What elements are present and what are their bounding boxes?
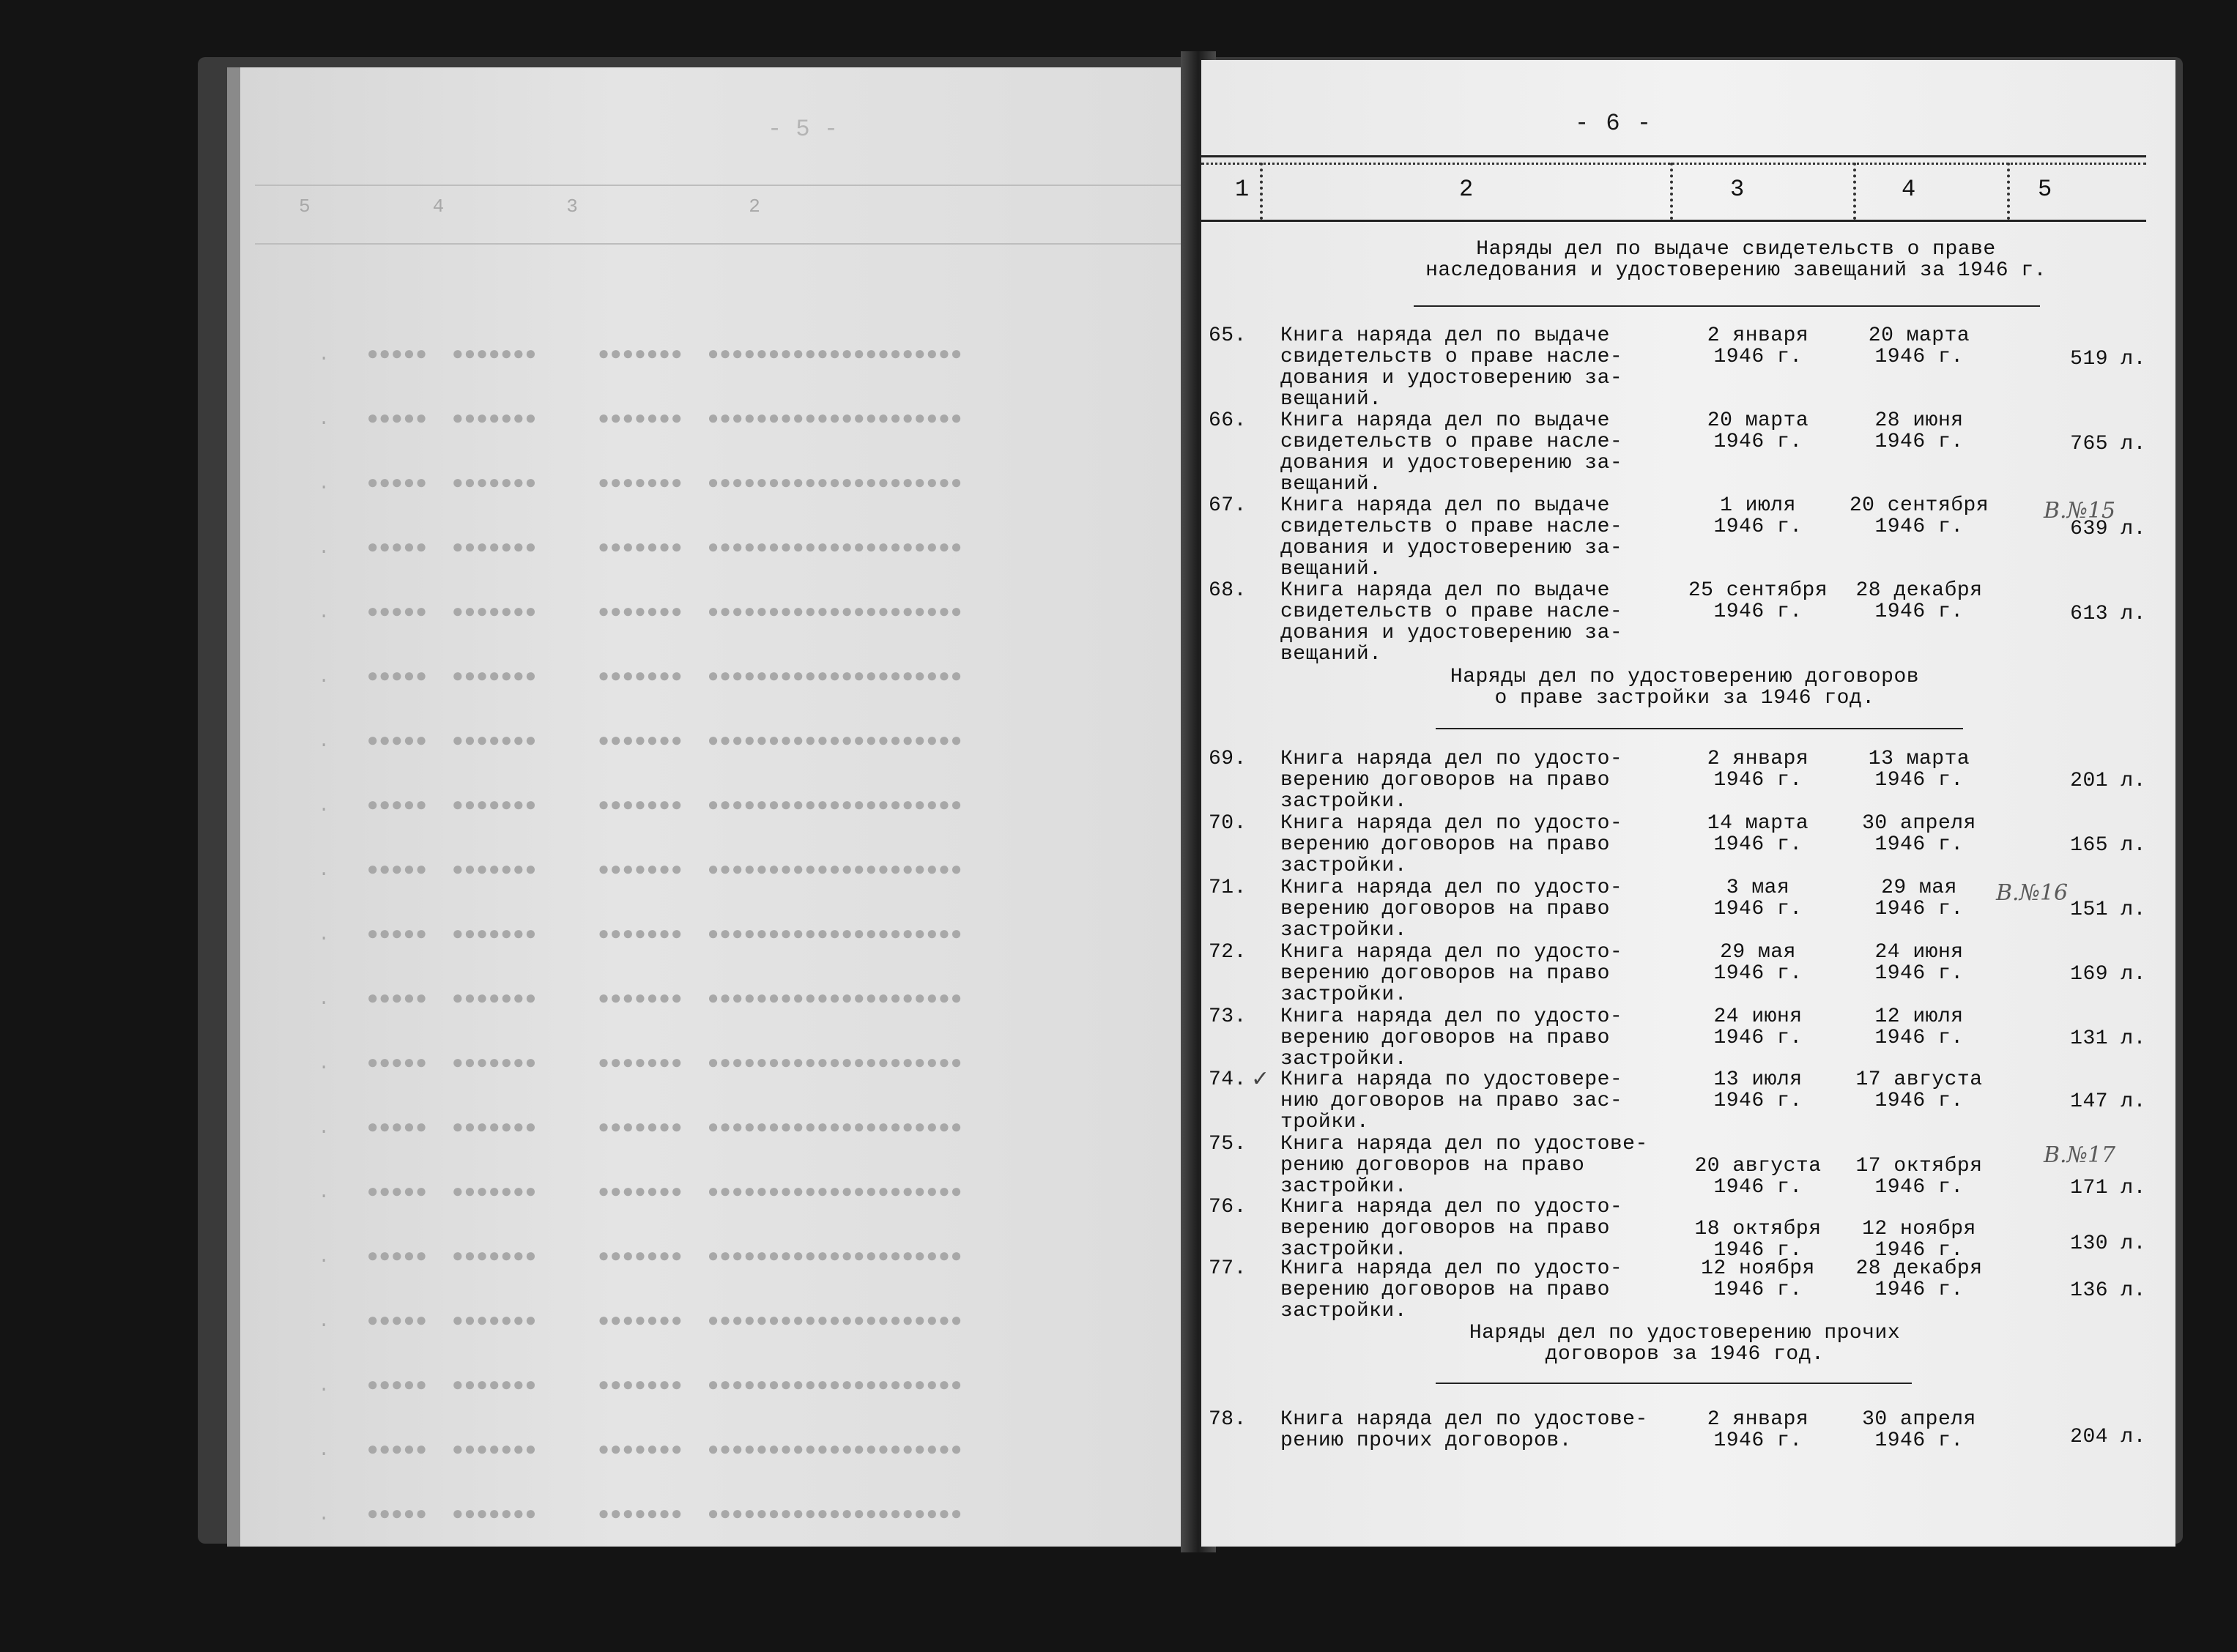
row-end-date: 12 июля 1946 г. (1874, 1005, 1964, 1049)
row-title: Книга наряда дел по удосто- верению договоров на право застройки. (1280, 1257, 1623, 1322)
row-number: 77. (1209, 1257, 1247, 1280)
row-end-date: 30 апреля 1946 г. (1862, 1408, 1976, 1452)
row-title: Книга наряда по удостовере- нию договоров на право зас- тройки. (1280, 1068, 1623, 1134)
row-end-date: 28 декабря 1946 г. (1855, 1257, 1983, 1301)
section-rule (1436, 1383, 1912, 1384)
row-number: 69. (1209, 748, 1247, 770)
handwritten-note: В.№17 (2044, 1142, 2116, 1168)
right-page (1201, 60, 2175, 1547)
row-end-date: 13 марта 1946 г. (1868, 748, 1970, 792)
row-start-date: 3 мая 1946 г. (1713, 877, 1803, 920)
row-title: Книга наряда дел по удостове- рению договоров на право застройки. (1280, 1133, 1648, 1198)
row-number: 73. (1209, 1005, 1247, 1028)
header-bottom-rule (1201, 220, 2146, 222)
row-page-count: 130 л. (2070, 1232, 2146, 1255)
column-separator (1853, 163, 1856, 220)
row-title: Книга наряда дел по выдаче свидетельств о праве насле- дования и удостоверению за- вещаний. (1280, 494, 1623, 581)
row-end-date: 20 марта 1946 г. (1868, 324, 1970, 368)
column-header-5: 5 (2038, 176, 2052, 203)
handwritten-note: В.№16 (1996, 880, 2069, 906)
row-page-count: 171 л. (2070, 1177, 2146, 1199)
row-title: Книга наряда дел по удосто- верению договоров на право застройки. (1280, 1196, 1623, 1261)
row-end-date: 17 октября 1946 г. (1855, 1155, 1983, 1199)
row-page-count: 765 л. (2070, 433, 2146, 455)
row-number: 72. (1209, 941, 1247, 964)
section-rule (1436, 728, 1963, 729)
column-separator (1670, 163, 1673, 220)
column-header-1: 1 (1235, 176, 1250, 203)
row-number: 75. (1209, 1133, 1247, 1156)
section-heading: Наряды дел по удостоверению прочих договоров за 1946 год. (1469, 1322, 1901, 1366)
row-page-count: 147 л. (2070, 1090, 2146, 1113)
column-separator (1260, 163, 1263, 220)
row-title: Книга наряда дел по удосто- верению договоров на право застройки. (1280, 877, 1623, 942)
section-heading: Наряды дел по выдаче свидетельств о праве наследования и удостоверению завещаний за 1946 г. (1425, 238, 2047, 282)
row-end-date: 17 августа 1946 г. (1855, 1068, 1983, 1112)
row-start-date: 13 июля 1946 г. (1713, 1068, 1803, 1112)
row-page-count: 613 л. (2070, 603, 2146, 625)
row-number: 68. (1209, 579, 1247, 602)
header-top-rule (1201, 155, 2146, 157)
page-number: - 6 - (1575, 110, 1653, 137)
section-heading: Наряды дел по удостоверению договоров о праве застройки за 1946 год. (1450, 666, 1920, 710)
row-start-date: 20 августа 1946 г. (1694, 1155, 1822, 1199)
row-start-date: 14 марта 1946 г. (1707, 812, 1809, 856)
left-page-faint-rule (255, 185, 1200, 186)
row-start-date: 1 июля 1946 г. (1713, 494, 1803, 538)
row-end-date: 20 сентября 1946 г. (1849, 494, 1989, 538)
left-page-faint-rule (255, 243, 1200, 245)
row-start-date: 2 января 1946 г. (1707, 324, 1809, 368)
column-separator (2007, 163, 2010, 220)
row-number: 66. (1209, 409, 1247, 432)
column-header-3: 3 (1730, 176, 1745, 203)
left-page-faint-text: . ●●●●● ●●●●●●● ●●●●●●● ●●●●●●●●●●●●●●●●●●●●● . ●●●●● ●●●●●●● ●●●●●●● ●●●●●●●●●●●●●●●●●●●●● . ●●●●● ●●●●●●● ●●●●●●● ●●●●●●●●●●●●●●●●●●●●● . ●●●●● ●●●●●●● ●●●●●●● ●●●●●●●●●●●●●●●●●●●●● . ●●●●● ●●●●●●● ●●●●●●● ●●●●●●●●●●●●●●●●●●●●● . ●●●●● ●●●●●●● ●●●●●●● ●●●●●●●●●●●●●●●●●●●●● . ●●●●● ●●●●●●● ●●●●●●● ●●●●●●●●●●●●●●●●●●●●● . ●●●●● ●●●●●●● ●●●●●●● ●●●●●●●●●●●●●●●●●●●●● . ●●●●● ●●●●●●● ●●●●●●● ●●●●●●●●●●●●●●●●●●●●● . ●●●●● ●●●●●●● ●●●●●●● ●●●●●●●●●●●●●●●●●●●●● . ●●●●● ●●●●●●● ●●●●●●● ●●●●●●●●●●●●●●●●●●●●● . ●●●●● ●●●●●●● ●●●●●●● ●●●●●●●●●●●●●●●●●●●●● . ●●●●● ●●●●●●● ●●●●●●● ●●●●●●●●●●●●●●●●●●●●● . ●●●●● ●●●●●●● ●●●●●●● ●●●●●●●●●●●●●●●●●●●●● . ●●●●● ●●●●●●● ●●●●●●● ●●●●●●●●●●●●●●●●●●●●● . ●●●●● ●●●●●●● ●●●●●●● ●●●●●●●●●●●●●●●●●●●●● . ●●●●● ●●●●●●● ●●●●●●● ●●●●●●●●●●●●●●●●●●●●● . ●●●●● ●●●●●●● ●●●●●●● ●●●●●●●●●●●●●●●●●●●●● . ●●●●● ●●●●●●● ●●●●●●● ●●●●●●●●●●●●●●●●●●●●● (318, 343, 963, 1525)
row-start-date: 25 сентября 1946 г. (1688, 579, 1828, 623)
row-number: 70. (1209, 812, 1247, 835)
row-number: 76. (1209, 1196, 1247, 1218)
row-title: Книга наряда дел по удосто- верению договоров на право застройки. (1280, 941, 1623, 1006)
row-title: Книга наряда дел по выдаче свидетельств о праве насле- дования и удостоверению за- вещаний. (1280, 409, 1623, 496)
row-title: Книга наряда дел по выдаче свидетельств о праве насле- дования и удостоверению за- вещаний. (1280, 579, 1623, 666)
row-title: Книга наряда дел по удосто- верению договоров на право застройки. (1280, 1005, 1623, 1071)
section-rule (1414, 305, 2040, 307)
left-page-faint-header: 5 4 3 2 (299, 196, 761, 217)
row-title: Книга наряда дел по удосто- верению договоров на право застройки. (1280, 812, 1623, 877)
row-start-date: 18 октября 1946 г. (1694, 1218, 1822, 1262)
header-top-dotted-rule (1201, 163, 2146, 165)
row-title: Книга наряда дел по удосто- верению договоров на право застройки. (1280, 748, 1623, 813)
row-end-date: 30 апреля 1946 г. (1862, 812, 1976, 856)
row-start-date: 24 июня 1946 г. (1713, 1005, 1803, 1049)
row-number: 74. (1209, 1068, 1247, 1091)
row-start-date: 12 ноября 1946 г. (1701, 1257, 1815, 1301)
row-number: 71. (1209, 877, 1247, 899)
row-end-date: 12 ноября 1946 г. (1862, 1218, 1976, 1262)
row-end-date: 28 декабря 1946 г. (1855, 579, 1983, 623)
row-page-count: 204 л. (2070, 1426, 2146, 1448)
row-number: 78. (1209, 1408, 1247, 1431)
row-page-count: 639 л. (2070, 518, 2146, 540)
row-start-date: 2 января 1946 г. (1707, 1408, 1809, 1452)
row-end-date: 28 июня 1946 г. (1874, 409, 1964, 453)
row-page-count: 519 л. (2070, 348, 2146, 371)
row-title: Книга наряда дел по выдаче свидетельств о праве насле- дования и удостоверению за- вещаний. (1280, 324, 1623, 411)
left-page (227, 67, 1194, 1547)
row-start-date: 20 марта 1946 г. (1707, 409, 1809, 453)
row-page-count: 169 л. (2070, 963, 2146, 986)
column-header-2: 2 (1459, 176, 1474, 203)
row-end-date: 29 мая 1946 г. (1874, 877, 1964, 920)
row-page-count: 131 л. (2070, 1027, 2146, 1050)
left-page-faint-number: - 5 - (768, 116, 839, 143)
row-start-date: 29 мая 1946 г. (1713, 941, 1803, 985)
row-title: Книга наряда дел по удостове- рению прочих договоров. (1280, 1408, 1648, 1452)
handwritten-note: В.№15 (2044, 498, 2116, 524)
row-page-count: 136 л. (2070, 1279, 2146, 1302)
column-header-4: 4 (1902, 176, 1916, 203)
row-start-date: 2 января 1946 г. (1707, 748, 1809, 792)
row-page-count: 165 л. (2070, 834, 2146, 857)
row-page-count: 201 л. (2070, 770, 2146, 792)
row-page-count: 151 л. (2070, 898, 2146, 921)
row-end-date: 24 июня 1946 г. (1874, 941, 1964, 985)
row-number: 65. (1209, 324, 1247, 347)
check-mark-icon: ✓ (1251, 1066, 1270, 1092)
row-number: 67. (1209, 494, 1247, 517)
